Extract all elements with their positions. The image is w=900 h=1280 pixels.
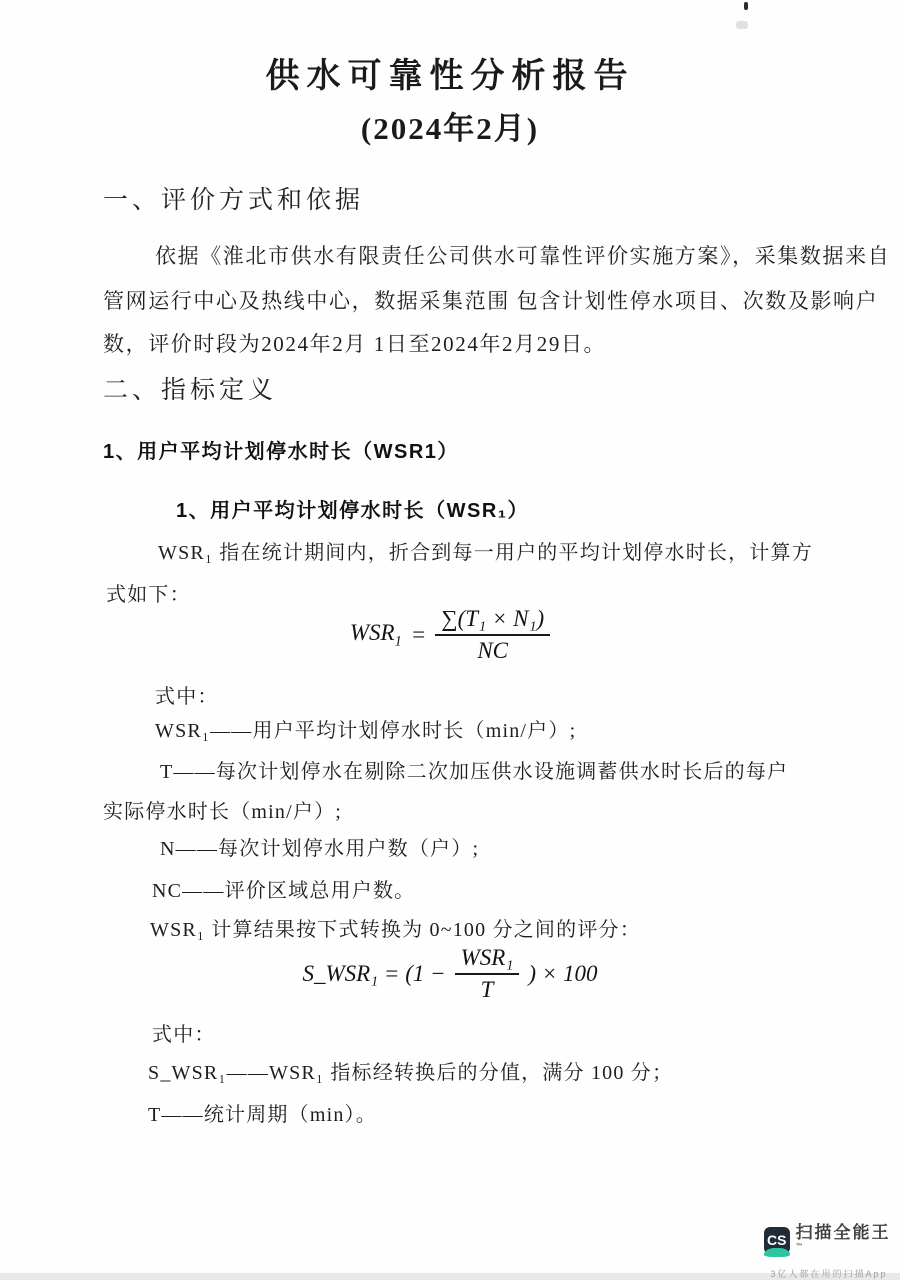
formula-swsr1-denominator: T [480, 977, 494, 1002]
indicator1-subheading: 1、用户平均计划停水时长（WSR₁） [176, 500, 530, 522]
formula-wsr1-numerator: ∑(T₁ × N₁) [435, 606, 550, 636]
camscanner-watermark [764, 1218, 894, 1280]
formula-swsr1-post: ) × 100 [528, 961, 598, 986]
formula-wsr1 [0, 606, 900, 664]
camscanner-brand-name: 扫描全能王™ [795, 1223, 891, 1250]
definition-t2: T——统计周期（min）。 [148, 1104, 377, 1126]
section1-paragraph-line2: 管网运行中心及热线中心，数据采集范围 包含计划性停水项目、次数及影响户 [103, 289, 879, 313]
where-label-1: 式中： [155, 686, 219, 708]
formula-wsr1-denominator: NC [477, 638, 509, 663]
scan-artifact-smudge [736, 21, 748, 29]
section2-heading: 二、指标定义 [103, 376, 278, 404]
badge-letters: CS [767, 1231, 787, 1248]
definition-t-line2: 实际停水时长（min/户）; [103, 801, 343, 823]
badge-accent-curve [764, 1248, 790, 1257]
section1-paragraph-line3: 数，评价时段为2024年2月 1日至2024年2月29日。 [103, 332, 607, 356]
formula-wsr1-lhs: $WSR_1$ [349, 619, 402, 650]
definition-swsr1: S_WSR₁——WSR₁ 指标经转换后的分值，满分 100 分； [148, 1062, 674, 1084]
camscanner-badge-icon [764, 1227, 790, 1254]
section1-heading: 一、评价方式和依据 [103, 186, 365, 214]
definition-t-line1: T——每次计划停水在剔除二次加压供水设施调蓄供水时长后的每户 [160, 761, 789, 783]
section1-paragraph-line1: 依据《淮北市供水有限责任公司供水可靠性评价实施方案》，采集数据来自 [155, 244, 891, 268]
camscanner-tagline: 3亿人都在用的扫描App [770, 1269, 888, 1279]
formula-swsr1-fraction [455, 945, 520, 1003]
wsr1-intro-line2: 式如下： [106, 584, 191, 606]
conversion-note: WSR₁ 计算结果按下式转换为 0~100 分之间的评分： [150, 919, 641, 941]
definition-wsr1: WSR₁——用户平均计划停水时长（min/户）; [155, 720, 577, 742]
formula-wsr1-equals: = [410, 622, 427, 647]
document-title: 供水可靠性分析报告 [265, 58, 635, 95]
formula-swsr1 [0, 945, 900, 1003]
definition-nc: NC——评价区域总用户数。 [152, 880, 416, 902]
definition-n: N——每次计划停水用户数（户）; [160, 838, 480, 860]
document-subtitle: (2024年2月) [360, 111, 540, 146]
trademark-symbol: ™ [795, 1243, 805, 1250]
where-label-2: 式中： [152, 1024, 216, 1046]
scan-artifact-dot [744, 2, 748, 10]
indicator1-heading: 1、用户平均计划停水时长（WSR1） [103, 441, 459, 463]
formula-wsr1-fraction [435, 606, 550, 664]
wsr1-intro-line1: WSR₁ 指在统计期间内，折合到每一用户的平均计划停水时长，计算方 [158, 542, 813, 564]
formula-swsr1-pre: S_WSR₁ = (1 − [302, 961, 446, 986]
formula-swsr1-numerator: WSR₁ [455, 945, 520, 975]
